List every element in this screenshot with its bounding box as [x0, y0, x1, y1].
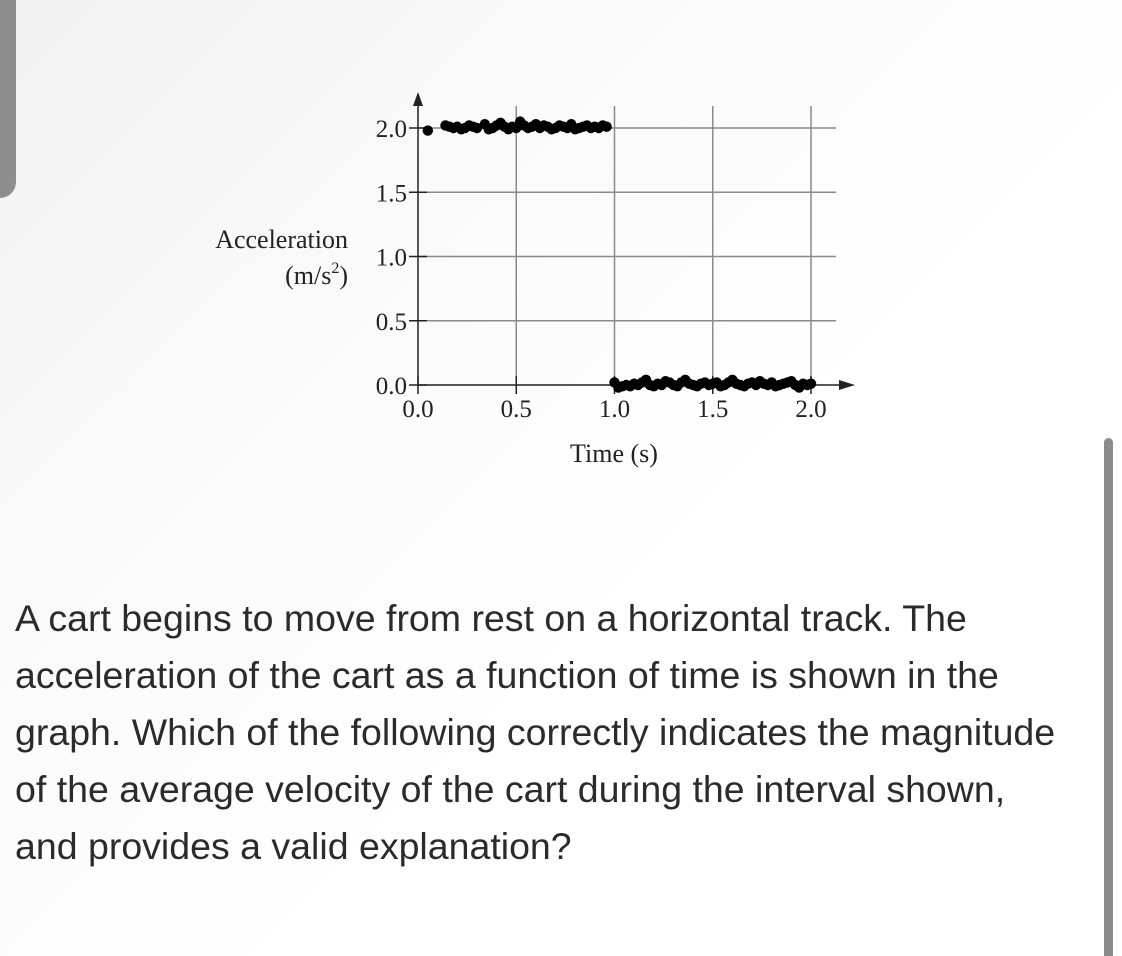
- scrollbar-thumb[interactable]: [1104, 438, 1113, 956]
- y-axis-label: Acceleration: [215, 225, 348, 254]
- y-axis-arrow: [413, 92, 423, 106]
- y-tick-label: 0.0: [375, 373, 407, 400]
- axes: [409, 92, 855, 394]
- y-tick-label: 1.5: [375, 180, 407, 208]
- x-tick-label: 2.0: [795, 396, 827, 423]
- data-point: [601, 122, 611, 132]
- y-tick-label: 0.5: [375, 308, 407, 336]
- data-point: [423, 125, 433, 135]
- data-points: [423, 116, 817, 392]
- x-tick-label: 0.5: [500, 396, 532, 423]
- acceleration-time-chart: [0, 0, 900, 480]
- x-tick-label: 0.0: [402, 396, 434, 423]
- data-point: [806, 379, 816, 389]
- grid-lines: [418, 106, 836, 385]
- x-axis-arrow: [839, 380, 855, 390]
- x-tick-label: 1.5: [697, 396, 729, 423]
- x-axis-label: Time (s): [570, 439, 658, 468]
- question-text: A cart begins to move from rest on a horizontal track. The acceleration of the cart as a function of time is shown in the graph. Which of the following correctly indicates the magnitude of the average velocity of the cart during the interval shown, and provides a valid explanation?: [15, 597, 1056, 867]
- y-axis-unit: $(m/s^2)$: [285, 260, 348, 290]
- x-tick-label: 1.0: [598, 396, 631, 423]
- y-tick-label: 1.0: [375, 244, 407, 272]
- y-tick-label: 2.0: [375, 116, 407, 143]
